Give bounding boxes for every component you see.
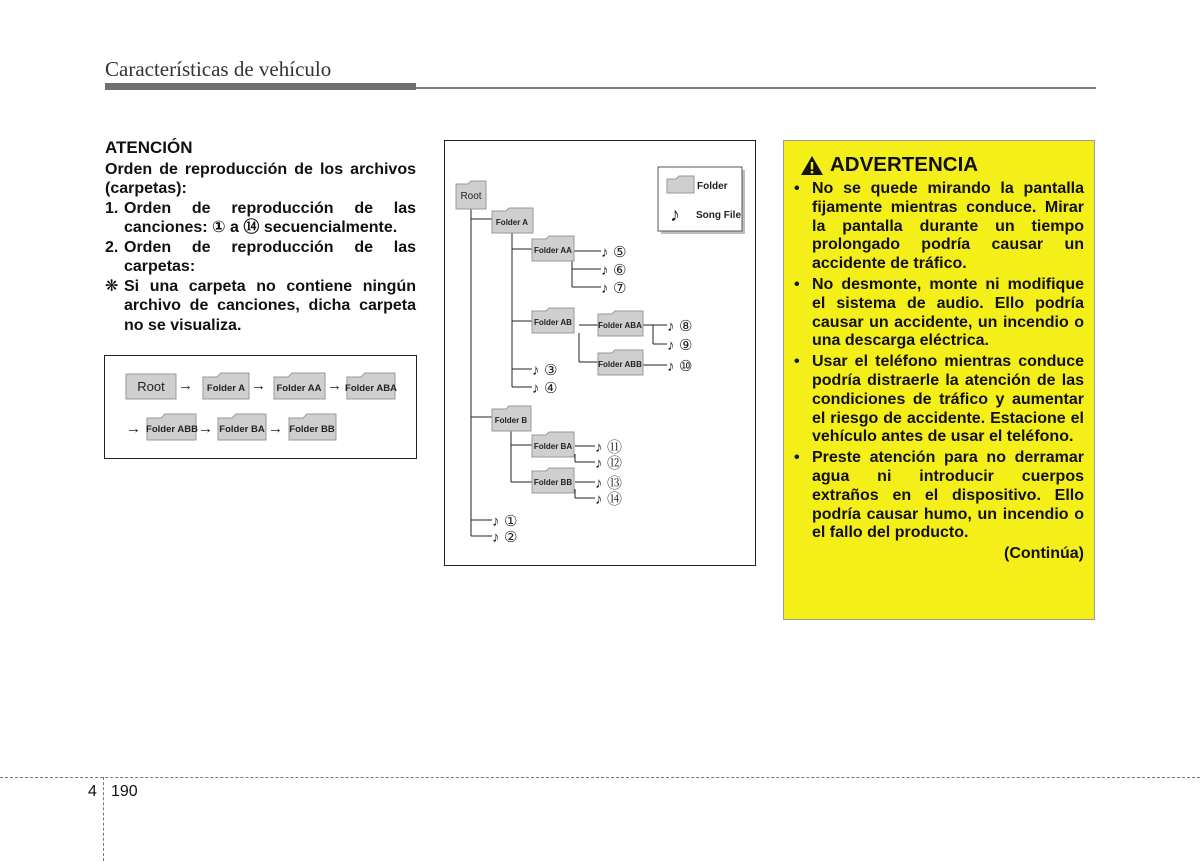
page-header-title: Características de vehículo (105, 57, 332, 81)
bullet: • (794, 275, 800, 293)
folder-sequence-svg (105, 356, 416, 458)
continued-label: (Continúa) (1004, 545, 1084, 563)
attention-intro: Orden de reproducción de los archivos (carpetas): (105, 160, 416, 197)
music-note-icon: ♪ (595, 439, 603, 456)
item-text: Orden de reproducción de las carpetas: (124, 238, 416, 275)
tree-folder-ba (532, 432, 574, 457)
tree-songs (492, 244, 692, 546)
attention-item (105, 238, 416, 277)
arrow-icon: → (268, 420, 283, 437)
song-number: ⑬ (607, 475, 623, 492)
music-note-icon: ♪ (492, 513, 500, 530)
folder-root (126, 374, 176, 399)
page-number: 190 (111, 783, 138, 800)
song-item (601, 262, 626, 279)
folder-sequence-diagram (104, 355, 417, 459)
folder-ba (218, 414, 266, 440)
song-number: ⑪ (607, 439, 623, 456)
warning-item (794, 353, 1084, 447)
item-marker: 2. (105, 238, 119, 256)
item-marker: ❋ (105, 277, 119, 295)
folder-label: Folder A (495, 218, 529, 227)
warning-box (783, 140, 1095, 620)
tree-folder-bb (532, 468, 574, 493)
song-number: ② (504, 529, 518, 546)
song-item (595, 475, 622, 492)
folder-bb (289, 414, 336, 440)
attention-title: ATENCIÓN (105, 138, 193, 157)
folder-label: Folder ABA (598, 321, 642, 330)
song-number: ⑥ (613, 262, 627, 279)
song-item (595, 439, 622, 456)
warning-triangle-icon (800, 155, 824, 176)
music-note-icon: ♪ (601, 262, 609, 279)
song-item (667, 337, 692, 354)
item-text: Orden de reproducción de las canciones: ① a ⑭ secuencialmente. (124, 199, 416, 236)
folder-a (203, 373, 249, 399)
footer-divider (0, 777, 1200, 778)
song-item (601, 280, 626, 297)
song-item (595, 491, 622, 508)
attention-item (105, 199, 416, 238)
folder-label: Folder B (494, 416, 528, 425)
folder-label: Folder BB (533, 478, 573, 487)
warning-item-text: No desmonte, monte ni modifique el sistema de audio. Ello podría causar un accidente, un incendio o una descarga eléctrica. (812, 275, 1084, 350)
song-item (667, 318, 692, 335)
song-number: ⑧ (679, 318, 693, 335)
folder-label: Folder BA (219, 424, 265, 435)
folder-label: Folder ABB (146, 424, 198, 435)
folder-aba (345, 373, 397, 399)
tree-folder-aa (532, 236, 574, 261)
song-number: ⑩ (679, 358, 693, 375)
folder-label: Folder AB (534, 318, 572, 327)
song-number: ⑨ (679, 337, 693, 354)
arrow-icon: → (251, 377, 266, 394)
music-note-icon: ♪ (667, 337, 675, 354)
tree-folder-b (492, 406, 531, 431)
song-number: ⑤ (613, 244, 627, 261)
folder-abb (146, 414, 198, 440)
song-item (601, 244, 626, 261)
song-item (595, 455, 622, 472)
arrow-icon: → (126, 420, 141, 437)
folder-label: Folder BB (289, 424, 335, 435)
song-number: ⑭ (607, 491, 623, 508)
song-item (492, 513, 517, 530)
song-number: ⑫ (607, 455, 623, 472)
bullet: • (794, 180, 800, 197)
arrow-icon: → (198, 420, 213, 437)
bullet: • (794, 353, 800, 371)
music-note-icon: ♪ (492, 529, 500, 546)
tree-legend (658, 167, 745, 234)
tree-folder-aba (598, 311, 643, 336)
folder-label: Folder BA (533, 442, 573, 451)
header-rule (105, 83, 416, 90)
folder-icon (667, 176, 694, 193)
song-number: ③ (544, 362, 558, 379)
music-note-icon: ♪ (595, 455, 603, 472)
tree-folder-ab (532, 308, 574, 333)
arrow-icon: → (178, 377, 193, 394)
music-note-icon: ♪ (595, 475, 603, 492)
song-item (532, 362, 557, 379)
music-note-icon: ♪ (601, 244, 609, 261)
warning-item (794, 276, 1084, 351)
warning-item-text: Preste atención para no derramar agua ni introducir cuerpos extraños en el dispositivo. Ello podría causar humo, un incendio o el fallo del producto. (812, 449, 1084, 542)
tree-folder-a (492, 208, 533, 233)
warning-item-text: No se quede mirando la pantalla fijamente mientras conduce. Mirar la pantalla durante un tiempo prolongado podría causar un accidente de tráfico. (812, 180, 1084, 273)
legend-folder-label: Folder (697, 181, 728, 192)
folder-label: Root (137, 379, 165, 394)
music-note-icon: ♪ (532, 362, 540, 379)
warning-item (794, 180, 1084, 274)
footer-vertical-divider (103, 777, 104, 861)
item-text: Si una carpeta no contiene ningún archivo de canciones, dicha carpeta no se visualiza. (124, 277, 416, 334)
warning-title-row (800, 155, 1084, 176)
folder-label: Folder ABA (345, 383, 397, 394)
tree-root-folder (456, 181, 486, 209)
song-number: ① (504, 513, 518, 530)
warning-item-text: Usar el teléfono mientras conduce podría distraerle la atención de las condiciones de tráfico y aumentar el riesgo de accidente. Estacione el vehículo antes de usar el teléfono. (812, 353, 1084, 446)
warning-item (794, 449, 1084, 543)
folder-tree-diagram (444, 140, 756, 566)
music-note-icon: ♪ (667, 318, 675, 335)
item-marker: 1. (105, 199, 119, 217)
bullet: • (794, 449, 800, 467)
song-number: ⑦ (613, 280, 627, 297)
header-rule-thin (416, 87, 1096, 89)
folder-label: Folder AA (534, 246, 572, 255)
song-item (532, 380, 557, 397)
folder-label: Folder AA (276, 383, 322, 394)
music-note-icon: ♪ (670, 204, 680, 226)
folder-label: Folder A (206, 383, 246, 394)
warning-title: ADVERTENCIA (830, 153, 979, 177)
tree-folder-abb (598, 350, 643, 375)
music-note-icon: ♪ (595, 491, 603, 508)
song-item (667, 358, 692, 375)
song-item (492, 529, 517, 546)
arrow-icon: → (327, 377, 342, 394)
folder-label: Folder ABB (598, 360, 642, 369)
folder-aa (274, 373, 325, 399)
attention-section (105, 138, 416, 335)
folder-label: Root (460, 191, 482, 202)
music-note-icon: ♪ (667, 358, 675, 375)
song-number: ④ (544, 380, 558, 397)
music-note-icon: ♪ (601, 280, 609, 297)
music-note-icon: ♪ (532, 380, 540, 397)
section-number: 4 (88, 783, 97, 800)
legend-song-label: Song File (696, 210, 741, 221)
folder-tree-svg (445, 141, 755, 565)
attention-item (105, 277, 416, 336)
